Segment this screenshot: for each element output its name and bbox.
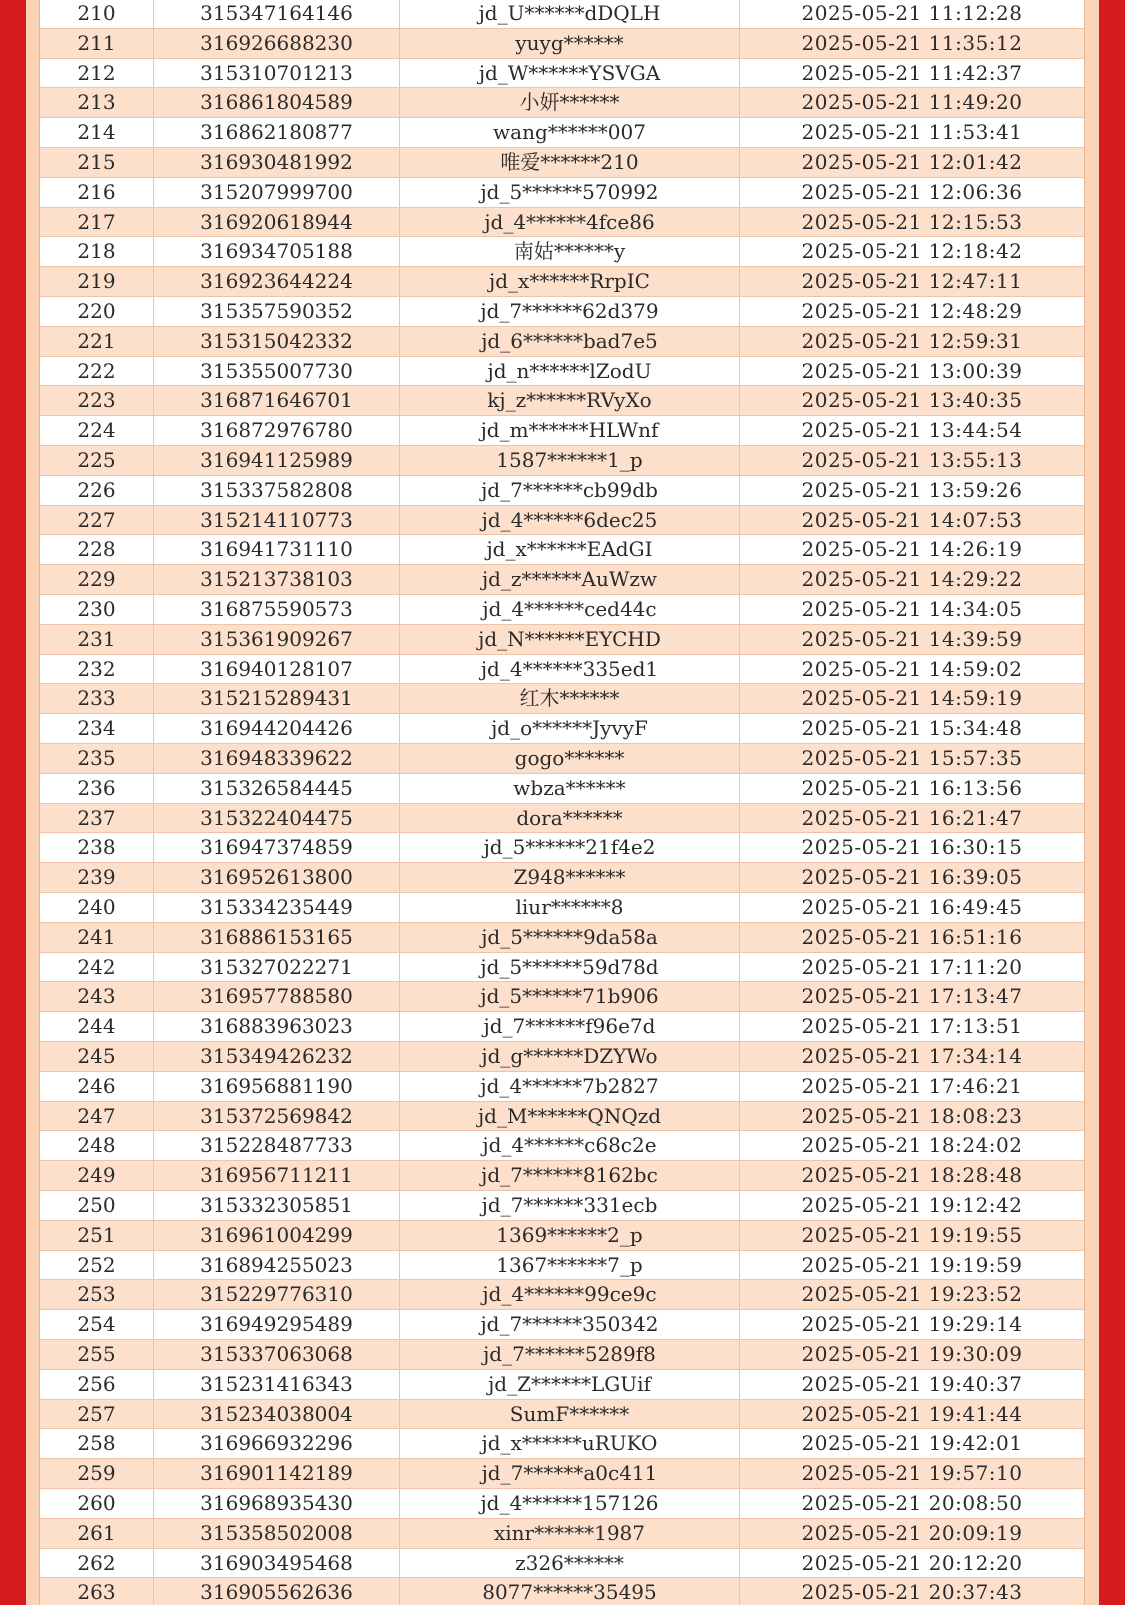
order-id-cell: 315372569842 bbox=[154, 1102, 400, 1131]
timestamp-cell: 2025-05-21 14:07:53 bbox=[801, 507, 1023, 532]
order-id-cell: 316949295489 bbox=[154, 1310, 400, 1339]
rank-cell: 248 bbox=[40, 1131, 154, 1160]
rank-cell: 258 bbox=[40, 1429, 154, 1458]
username-cell: jd_o******JyvyF bbox=[400, 714, 740, 743]
table-row bbox=[40, 1400, 1084, 1430]
rank-cell: 241 bbox=[40, 923, 154, 952]
username-cell: SumF****** bbox=[400, 1400, 740, 1429]
order-id-cell: 316956881190 bbox=[154, 1072, 400, 1101]
timestamp-cell: 2025-05-21 14:59:19 bbox=[801, 686, 1023, 711]
table-row bbox=[40, 208, 1084, 238]
table-row bbox=[40, 237, 1084, 267]
timestamp-cell: 2025-05-21 13:55:13 bbox=[801, 448, 1023, 472]
timestamp-cell: 2025-05-21 13:00:39 bbox=[801, 358, 1023, 383]
order-id-cell: 315337063068 bbox=[154, 1340, 400, 1369]
table-row bbox=[40, 595, 1084, 625]
rank-cell: 212 bbox=[40, 59, 154, 88]
rank-cell: 230 bbox=[40, 595, 154, 624]
username-cell: 1587******1_p bbox=[400, 446, 740, 475]
rank-cell: 246 bbox=[40, 1072, 154, 1101]
rank-cell: 260 bbox=[40, 1489, 154, 1518]
rank-cell: 255 bbox=[40, 1340, 154, 1369]
username-cell: jd_4******335ed1 bbox=[400, 655, 740, 684]
order-id-cell: 315322404475 bbox=[154, 804, 400, 833]
order-id-cell: 315229776310 bbox=[154, 1280, 400, 1309]
timestamp-cell: 2025-05-21 13:44:54 bbox=[801, 418, 1023, 443]
order-id-cell: 315349426232 bbox=[154, 1042, 400, 1071]
order-id-cell: 316894255023 bbox=[154, 1251, 400, 1280]
table-row bbox=[40, 982, 1084, 1012]
username-cell: jd_5******9da58a bbox=[400, 923, 740, 952]
rank-cell: 251 bbox=[40, 1221, 154, 1250]
table-row bbox=[40, 297, 1084, 327]
timestamp-cell: 2025-05-21 11:49:20 bbox=[801, 90, 1023, 115]
timestamp-cell: 2025-05-21 11:42:37 bbox=[801, 60, 1023, 85]
username-cell: jd_5******59d78d bbox=[400, 953, 740, 982]
timestamp-cell: 2025-05-21 12:06:36 bbox=[801, 179, 1023, 204]
rank-cell: 232 bbox=[40, 655, 154, 684]
table-row bbox=[40, 774, 1084, 804]
username-cell: jd_7******f96e7d bbox=[400, 1012, 740, 1041]
order-id-cell: 316903495468 bbox=[154, 1549, 400, 1578]
table-row bbox=[40, 1310, 1084, 1340]
rank-cell: 235 bbox=[40, 744, 154, 773]
table-row bbox=[40, 1459, 1084, 1489]
order-id-cell: 316875590573 bbox=[154, 595, 400, 624]
rank-cell: 236 bbox=[40, 774, 154, 803]
table-row bbox=[40, 1429, 1084, 1459]
order-id-cell: 315334235449 bbox=[154, 893, 400, 922]
order-id-cell: 316947374859 bbox=[154, 833, 400, 862]
rank-cell: 219 bbox=[40, 267, 154, 296]
rank-cell: 253 bbox=[40, 1280, 154, 1309]
username-cell: wang******007 bbox=[400, 118, 740, 147]
username-cell: jd_z******AuWzw bbox=[400, 565, 740, 594]
table-row bbox=[40, 535, 1084, 565]
table-row bbox=[40, 1251, 1084, 1281]
timestamp-cell: 2025-05-21 12:01:42 bbox=[801, 150, 1023, 174]
timestamp-cell: 2025-05-21 11:35:12 bbox=[801, 30, 1023, 55]
rank-cell: 256 bbox=[40, 1370, 154, 1399]
rank-cell: 221 bbox=[40, 327, 154, 356]
username-cell: jd_x******uRUKO bbox=[400, 1429, 740, 1458]
rank-cell: 223 bbox=[40, 386, 154, 415]
timestamp-cell: 2025-05-21 19:19:55 bbox=[801, 1222, 1023, 1247]
table-row bbox=[40, 0, 1084, 29]
rank-cell: 210 bbox=[40, 0, 154, 28]
rank-cell: 234 bbox=[40, 714, 154, 743]
order-id-cell: 315231416343 bbox=[154, 1370, 400, 1399]
username-cell: jd_n******lZodU bbox=[400, 357, 740, 386]
timestamp-cell: 2025-05-21 12:15:53 bbox=[801, 209, 1023, 234]
table-row bbox=[40, 1280, 1084, 1310]
timestamp-cell: 2025-05-21 16:13:56 bbox=[801, 775, 1023, 800]
rank-cell: 239 bbox=[40, 863, 154, 892]
timestamp-cell: 2025-05-21 14:59:02 bbox=[801, 656, 1023, 681]
username-cell: z326****** bbox=[400, 1549, 740, 1578]
timestamp-cell: 2025-05-21 17:13:47 bbox=[801, 984, 1023, 1009]
order-id-cell: 316961004299 bbox=[154, 1221, 400, 1250]
table-row bbox=[40, 178, 1084, 208]
rank-cell: 261 bbox=[40, 1519, 154, 1548]
timestamp-cell: 2025-05-21 20:37:43 bbox=[801, 1580, 1023, 1605]
username-cell: wbza****** bbox=[400, 774, 740, 803]
order-id-cell: 315214110773 bbox=[154, 506, 400, 535]
order-id-cell: 316968935430 bbox=[154, 1489, 400, 1518]
username-cell: 1369******2_p bbox=[400, 1221, 740, 1250]
username-cell: jd_7******5289f8 bbox=[400, 1340, 740, 1369]
table-row bbox=[40, 953, 1084, 983]
timestamp-cell: 2025-05-21 12:47:11 bbox=[801, 269, 1023, 294]
rank-cell: 250 bbox=[40, 1191, 154, 1220]
table-row bbox=[40, 655, 1084, 685]
order-id-cell: 316923644224 bbox=[154, 267, 400, 296]
username-cell: jd_4******99ce9c bbox=[400, 1280, 740, 1309]
rank-cell: 220 bbox=[40, 297, 154, 326]
table-row bbox=[40, 1549, 1084, 1579]
table-row bbox=[40, 506, 1084, 536]
table-row bbox=[40, 923, 1084, 953]
username-cell: jd_N******EYCHD bbox=[400, 625, 740, 654]
timestamp-cell: 2025-05-21 16:51:16 bbox=[801, 924, 1023, 949]
table-row bbox=[40, 476, 1084, 506]
timestamp-cell: 2025-05-21 20:09:19 bbox=[801, 1520, 1023, 1545]
timestamp-cell: 2025-05-21 12:59:31 bbox=[801, 328, 1023, 353]
username-cell: gogo****** bbox=[400, 744, 740, 773]
username-cell: jd_g******DZYWo bbox=[400, 1042, 740, 1071]
table-row bbox=[40, 1489, 1084, 1519]
order-id-cell: 315213738103 bbox=[154, 565, 400, 594]
order-id-cell: 316871646701 bbox=[154, 386, 400, 415]
rank-cell: 224 bbox=[40, 416, 154, 445]
username-cell: jd_x******EAdGI bbox=[400, 535, 740, 564]
timestamp-cell: 2025-05-21 12:18:42 bbox=[801, 239, 1023, 264]
table-row bbox=[40, 1042, 1084, 1072]
rank-cell: 244 bbox=[40, 1012, 154, 1041]
username-cell: jd_7******331ecb bbox=[400, 1191, 740, 1220]
table-row bbox=[40, 446, 1084, 476]
table-row bbox=[40, 1519, 1084, 1549]
table-row bbox=[40, 386, 1084, 416]
order-id-cell: 316901142189 bbox=[154, 1459, 400, 1488]
order-id-cell: 316872976780 bbox=[154, 416, 400, 445]
table-row bbox=[40, 118, 1084, 148]
order-id-cell: 316940128107 bbox=[154, 655, 400, 684]
order-id-cell: 316883963023 bbox=[154, 1012, 400, 1041]
timestamp-cell: 2025-05-21 18:08:23 bbox=[801, 1103, 1023, 1128]
table-row bbox=[40, 1340, 1084, 1370]
username-cell: jd_W******YSVGA bbox=[400, 59, 740, 88]
timestamp-cell: 2025-05-21 17:11:20 bbox=[801, 954, 1023, 979]
table-row bbox=[40, 416, 1084, 446]
timestamp-cell: 2025-05-21 16:30:15 bbox=[801, 835, 1023, 860]
order-id-cell: 316930481992 bbox=[154, 148, 400, 177]
order-id-cell: 315215289431 bbox=[154, 684, 400, 713]
rank-cell: 226 bbox=[40, 476, 154, 505]
order-id-cell: 316905562636 bbox=[154, 1578, 400, 1605]
rank-cell: 249 bbox=[40, 1161, 154, 1190]
table-row bbox=[40, 625, 1084, 655]
order-id-cell: 315234038004 bbox=[154, 1400, 400, 1429]
username-cell: yuyg****** bbox=[400, 29, 740, 58]
timestamp-cell: 2025-05-21 17:46:21 bbox=[801, 1073, 1023, 1098]
username-cell: 南姑******y bbox=[400, 237, 740, 266]
order-id-cell: 315337582808 bbox=[154, 476, 400, 505]
timestamp-cell: 2025-05-21 19:19:59 bbox=[801, 1252, 1023, 1277]
winners-table bbox=[39, 0, 1085, 1605]
order-id-cell: 316920618944 bbox=[154, 208, 400, 237]
username-cell: jd_U******dDQLH bbox=[400, 0, 740, 28]
username-cell: jd_7******8162bc bbox=[400, 1161, 740, 1190]
table-row bbox=[40, 714, 1084, 744]
username-cell: xinr******1987 bbox=[400, 1519, 740, 1548]
username-cell: jd_x******RrpIC bbox=[400, 267, 740, 296]
order-id-cell: 315207999700 bbox=[154, 178, 400, 207]
username-cell: 1367******7_p bbox=[400, 1251, 740, 1280]
timestamp-cell: 2025-05-21 19:57:10 bbox=[801, 1461, 1023, 1486]
username-cell: jd_7******a0c411 bbox=[400, 1459, 740, 1488]
timestamp-cell: 2025-05-21 14:39:59 bbox=[801, 626, 1023, 651]
timestamp-cell: 2025-05-21 13:59:26 bbox=[801, 477, 1023, 502]
order-id-cell: 315228487733 bbox=[154, 1131, 400, 1160]
username-cell: kj_z******RVyXo bbox=[400, 386, 740, 415]
username-cell: 红木****** bbox=[400, 684, 740, 713]
username-cell: jd_4******157126 bbox=[400, 1489, 740, 1518]
table-row bbox=[40, 267, 1084, 297]
table-row bbox=[40, 1370, 1084, 1400]
rank-cell: 231 bbox=[40, 625, 154, 654]
timestamp-cell: 2025-05-21 18:24:02 bbox=[801, 1133, 1023, 1158]
table-row bbox=[40, 744, 1084, 774]
username-cell: liur******8 bbox=[400, 893, 740, 922]
table-row bbox=[40, 565, 1084, 595]
username-cell: jd_7******350342 bbox=[400, 1310, 740, 1339]
username-cell: jd_Z******LGUif bbox=[400, 1370, 740, 1399]
table-row bbox=[40, 804, 1084, 834]
rank-cell: 227 bbox=[40, 506, 154, 535]
username-cell: 8077******35495 bbox=[400, 1578, 740, 1605]
timestamp-cell: 2025-05-21 19:41:44 bbox=[801, 1401, 1023, 1426]
rank-cell: 254 bbox=[40, 1310, 154, 1339]
timestamp-cell: 2025-05-21 16:21:47 bbox=[801, 805, 1023, 830]
rank-cell: 257 bbox=[40, 1400, 154, 1429]
timestamp-cell: 2025-05-21 16:39:05 bbox=[801, 865, 1023, 890]
rank-cell: 228 bbox=[40, 535, 154, 564]
table-row bbox=[40, 59, 1084, 89]
rank-cell: 242 bbox=[40, 953, 154, 982]
table-row bbox=[40, 327, 1084, 357]
username-cell: 唯爱******210 bbox=[400, 148, 740, 177]
username-cell: jd_4******c68c2e bbox=[400, 1131, 740, 1160]
username-cell: jd_M******QNQzd bbox=[400, 1102, 740, 1131]
order-id-cell: 316957788580 bbox=[154, 982, 400, 1011]
username-cell: jd_4******6dec25 bbox=[400, 506, 740, 535]
timestamp-cell: 2025-05-21 19:30:09 bbox=[801, 1342, 1023, 1366]
rank-cell: 238 bbox=[40, 833, 154, 862]
table-row bbox=[40, 833, 1084, 863]
username-cell: jd_4******7b2827 bbox=[400, 1072, 740, 1101]
rank-cell: 252 bbox=[40, 1251, 154, 1280]
timestamp-cell: 2025-05-21 18:28:48 bbox=[801, 1163, 1023, 1188]
username-cell: jd_5******570992 bbox=[400, 178, 740, 207]
order-id-cell: 316934705188 bbox=[154, 237, 400, 266]
timestamp-cell: 2025-05-21 20:12:20 bbox=[801, 1550, 1023, 1575]
rank-cell: 213 bbox=[40, 88, 154, 117]
table-row bbox=[40, 29, 1084, 59]
timestamp-cell: 2025-05-21 12:48:29 bbox=[801, 299, 1023, 323]
rank-cell: 233 bbox=[40, 684, 154, 713]
order-id-cell: 316948339622 bbox=[154, 744, 400, 773]
rank-cell: 218 bbox=[40, 237, 154, 266]
table-row bbox=[40, 1072, 1084, 1102]
username-cell: Z948****** bbox=[400, 863, 740, 892]
timestamp-cell: 2025-05-21 20:08:50 bbox=[801, 1491, 1023, 1515]
username-cell: jd_7******62d379 bbox=[400, 297, 740, 326]
order-id-cell: 316952613800 bbox=[154, 863, 400, 892]
table-row bbox=[40, 1191, 1084, 1221]
order-id-cell: 316944204426 bbox=[154, 714, 400, 743]
rank-cell: 229 bbox=[40, 565, 154, 594]
rank-cell: 240 bbox=[40, 893, 154, 922]
rank-cell: 245 bbox=[40, 1042, 154, 1071]
username-cell: jd_6******bad7e5 bbox=[400, 327, 740, 356]
timestamp-cell: 2025-05-21 14:26:19 bbox=[801, 537, 1023, 562]
rank-cell: 237 bbox=[40, 804, 154, 833]
timestamp-cell: 2025-05-21 11:12:28 bbox=[801, 1, 1023, 25]
table-row bbox=[40, 1221, 1084, 1251]
order-id-cell: 316861804589 bbox=[154, 88, 400, 117]
username-cell: jd_7******cb99db bbox=[400, 476, 740, 505]
rank-cell: 217 bbox=[40, 208, 154, 237]
username-cell: dora****** bbox=[400, 804, 740, 833]
table-row bbox=[40, 893, 1084, 923]
order-id-cell: 315327022271 bbox=[154, 953, 400, 982]
table-row bbox=[40, 1012, 1084, 1042]
rank-cell: 247 bbox=[40, 1102, 154, 1131]
rank-cell: 225 bbox=[40, 446, 154, 475]
rank-cell: 243 bbox=[40, 982, 154, 1011]
table-row bbox=[40, 357, 1084, 387]
username-cell: jd_5******71b906 bbox=[400, 982, 740, 1011]
timestamp-cell: 2025-05-21 13:40:35 bbox=[801, 388, 1023, 413]
table-row bbox=[40, 1102, 1084, 1132]
username-cell: jd_4******4fce86 bbox=[400, 208, 740, 237]
order-id-cell: 315361909267 bbox=[154, 625, 400, 654]
order-id-cell: 315315042332 bbox=[154, 327, 400, 356]
username-cell: jd_5******21f4e2 bbox=[400, 833, 740, 862]
timestamp-cell: 2025-05-21 15:34:48 bbox=[801, 716, 1023, 741]
table-row bbox=[40, 684, 1084, 714]
username-cell: 小妍****** bbox=[400, 88, 740, 117]
order-id-cell: 315357590352 bbox=[154, 297, 400, 326]
order-id-cell: 316941125989 bbox=[154, 446, 400, 475]
order-id-cell: 316941731110 bbox=[154, 535, 400, 564]
timestamp-cell: 2025-05-21 19:42:01 bbox=[801, 1431, 1023, 1456]
timestamp-cell: 2025-05-21 19:29:14 bbox=[801, 1312, 1023, 1337]
rank-cell: 214 bbox=[40, 118, 154, 147]
table-row bbox=[40, 1131, 1084, 1161]
table-row bbox=[40, 863, 1084, 893]
timestamp-cell: 2025-05-21 19:12:42 bbox=[801, 1193, 1023, 1217]
timestamp-cell: 2025-05-21 17:34:14 bbox=[801, 1044, 1023, 1068]
username-cell: jd_4******ced44c bbox=[400, 595, 740, 624]
timestamp-cell: 2025-05-21 19:40:37 bbox=[801, 1371, 1023, 1396]
rank-cell: 262 bbox=[40, 1549, 154, 1578]
rank-cell: 259 bbox=[40, 1459, 154, 1488]
order-id-cell: 315355007730 bbox=[154, 357, 400, 386]
timestamp-cell: 2025-05-21 14:29:22 bbox=[801, 567, 1023, 592]
order-id-cell: 315332305851 bbox=[154, 1191, 400, 1220]
timestamp-cell: 2025-05-21 17:13:51 bbox=[801, 1014, 1023, 1039]
timestamp-cell: 2025-05-21 14:34:05 bbox=[801, 597, 1023, 621]
order-id-cell: 316956711211 bbox=[154, 1161, 400, 1190]
rank-cell: 222 bbox=[40, 357, 154, 386]
order-id-cell: 316926688230 bbox=[154, 29, 400, 58]
rank-cell: 211 bbox=[40, 29, 154, 58]
order-id-cell: 316966932296 bbox=[154, 1429, 400, 1458]
order-id-cell: 315347164146 bbox=[154, 0, 400, 28]
order-id-cell: 316862180877 bbox=[154, 118, 400, 147]
timestamp-cell: 2025-05-21 11:53:41 bbox=[801, 120, 1023, 145]
table-row bbox=[40, 1578, 1084, 1605]
rank-cell: 215 bbox=[40, 148, 154, 177]
table-row bbox=[40, 88, 1084, 118]
order-id-cell: 315326584445 bbox=[154, 774, 400, 803]
order-id-cell: 315358502008 bbox=[154, 1519, 400, 1548]
timestamp-cell: 2025-05-21 15:57:35 bbox=[801, 746, 1023, 770]
table-row bbox=[40, 148, 1084, 178]
order-id-cell: 316886153165 bbox=[154, 923, 400, 952]
rank-cell: 216 bbox=[40, 178, 154, 207]
timestamp-cell: 2025-05-21 16:49:45 bbox=[801, 895, 1023, 919]
rank-cell: 263 bbox=[40, 1578, 154, 1605]
order-id-cell: 315310701213 bbox=[154, 59, 400, 88]
table-row bbox=[40, 1161, 1084, 1191]
username-cell: jd_m******HLWnf bbox=[400, 416, 740, 445]
timestamp-cell: 2025-05-21 19:23:52 bbox=[801, 1282, 1023, 1307]
